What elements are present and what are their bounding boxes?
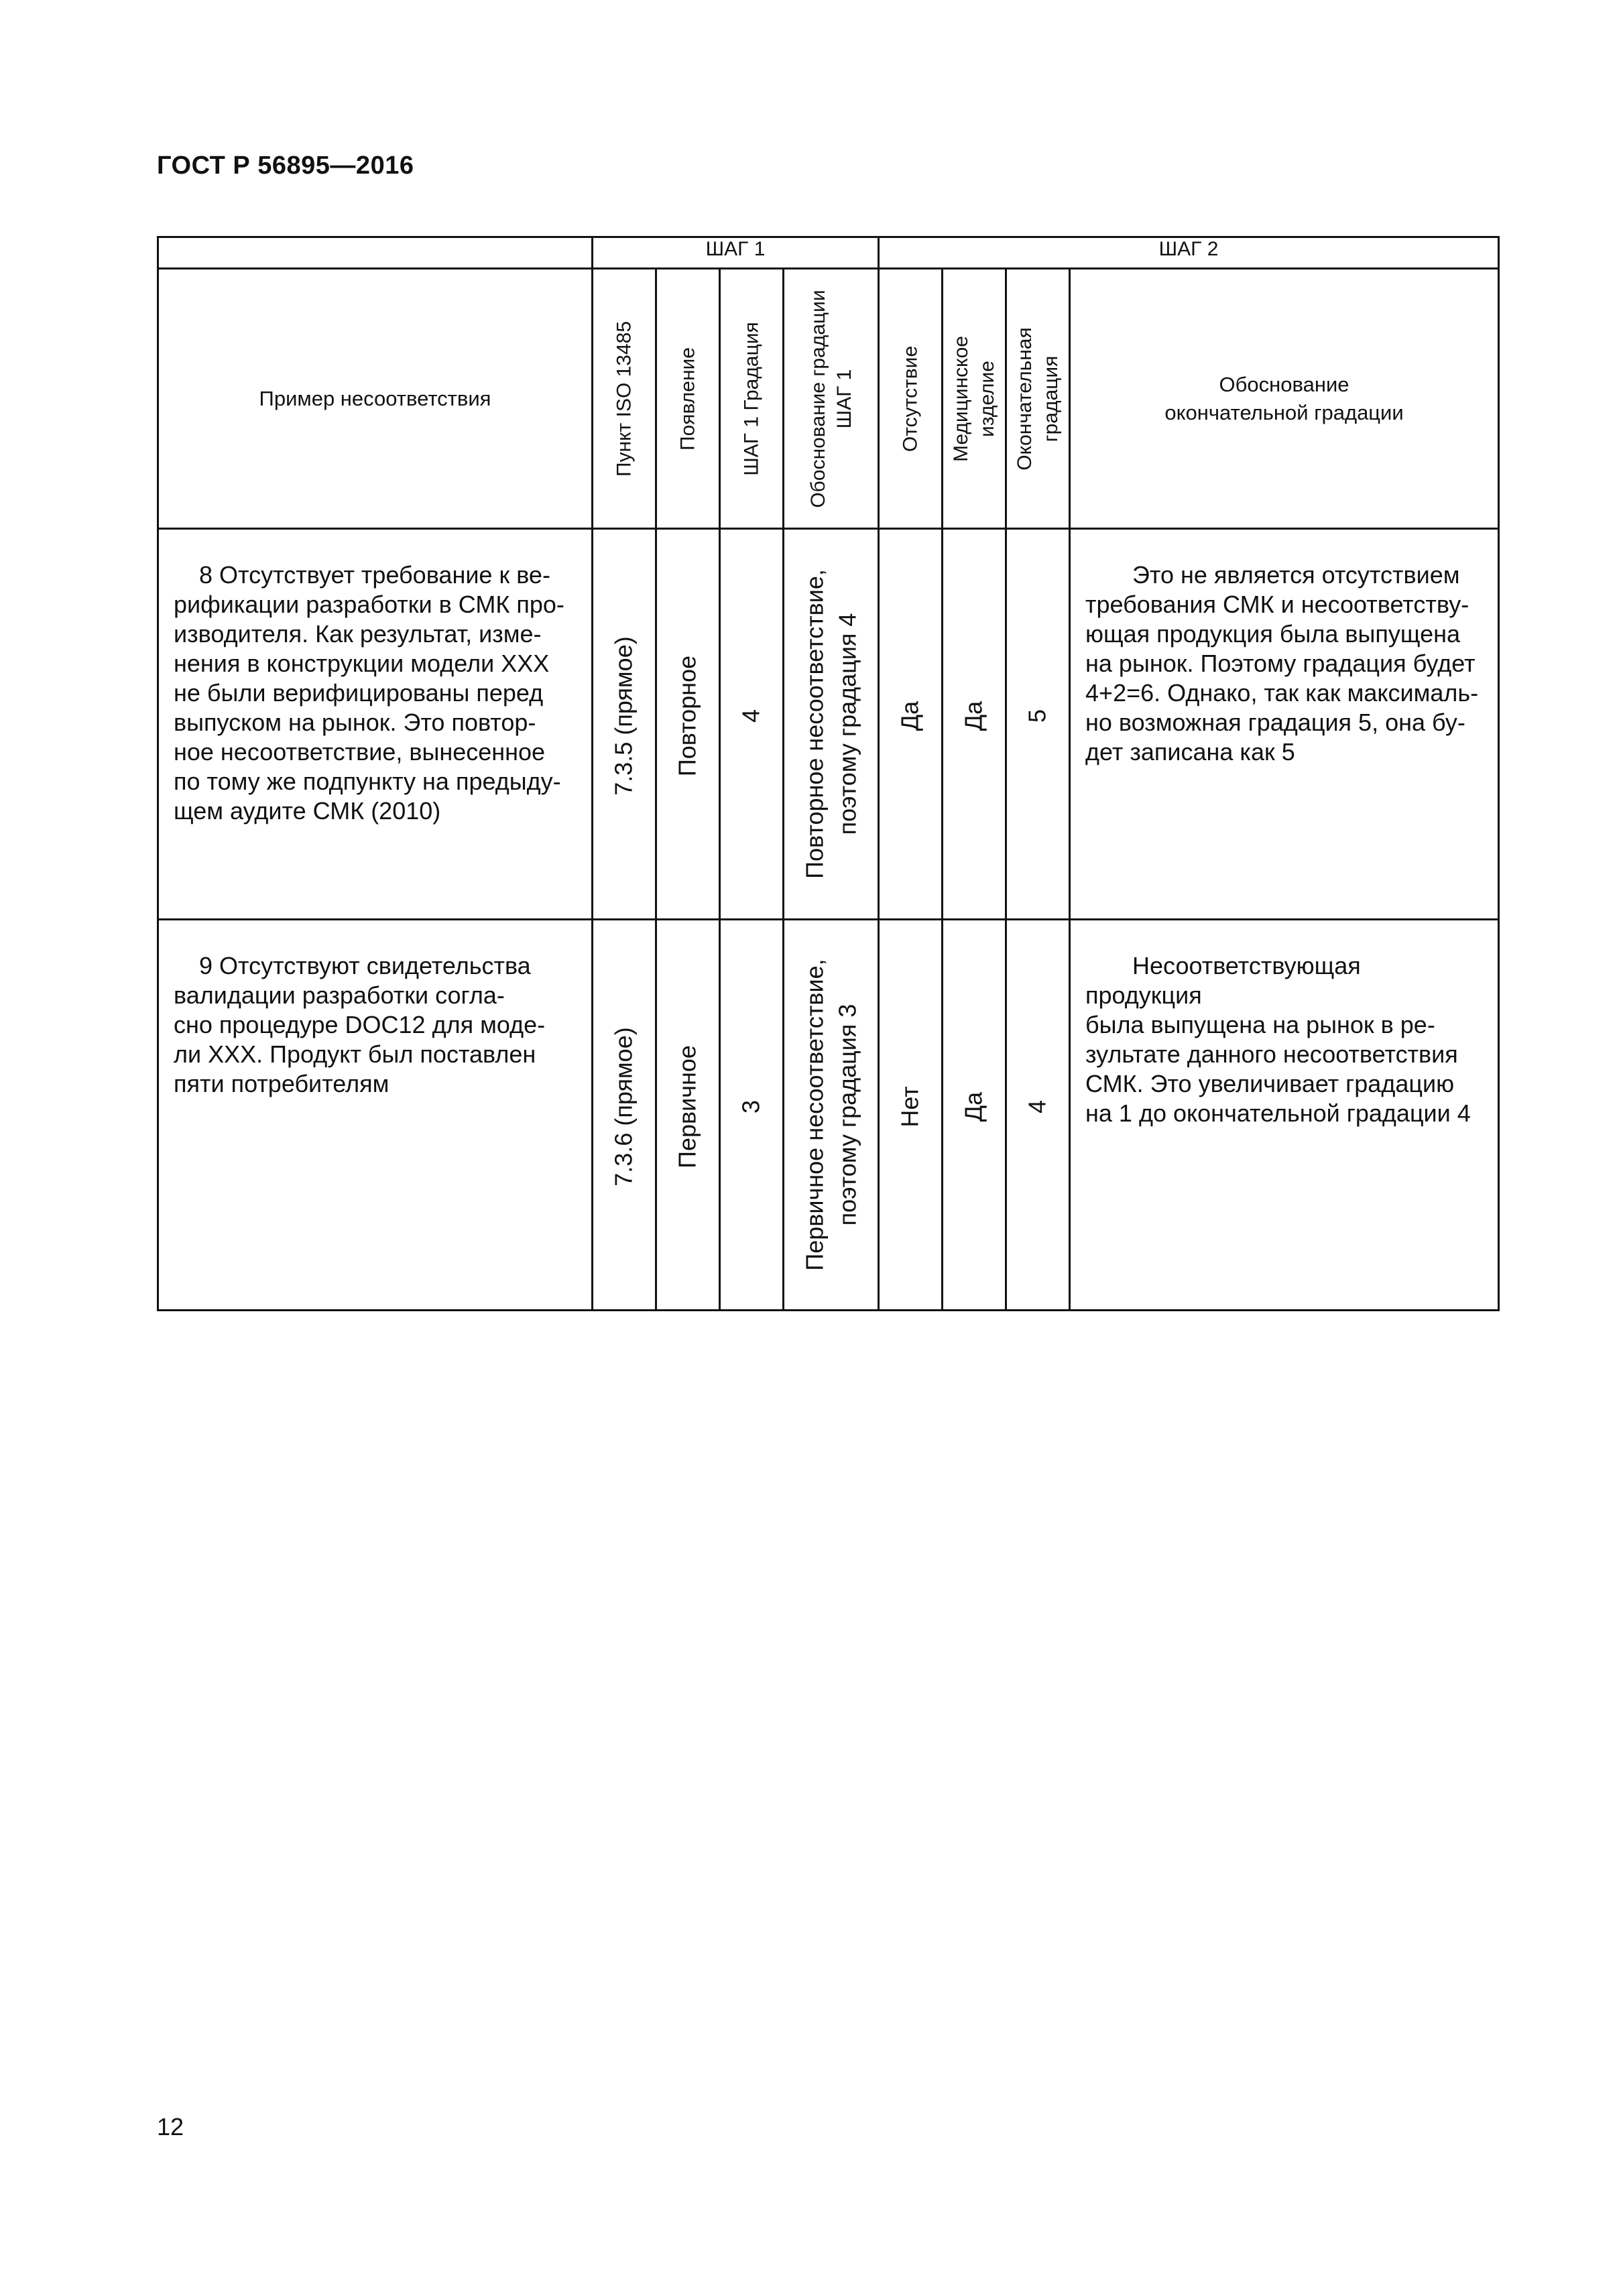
step-header-row <box>158 237 1499 269</box>
final-grade-cell: 5 <box>1006 529 1070 920</box>
table-row <box>158 529 1499 920</box>
header-final-justification: Обоснование окончательной градации <box>1070 269 1499 529</box>
header-absence: Отсутствие <box>879 269 943 529</box>
table-row <box>158 920 1499 1311</box>
step2-header: ШАГ 2 <box>879 237 1499 269</box>
example-cell: 9 Отсутствуют свидетельства валидации разработки согла- сно процедуре DOC12 для моде- ли XXX. Продукт был поставлен пяти потребителям <box>158 920 593 1311</box>
document-title: ГОСТ Р 56895—2016 <box>157 152 414 180</box>
header-iso-clause: Пункт ISO 13485 <box>593 269 656 529</box>
step1-justification-cell: Повторное несоответствие, поэтому градация 4 <box>784 529 879 920</box>
absence-cell: Да <box>879 529 943 920</box>
device-cell: Да <box>943 920 1006 1311</box>
step-header-blank <box>158 237 593 269</box>
iso-clause-cell: 7.3.6 (прямое) <box>593 920 656 1311</box>
final-justification-cell: Несоответствующая продукция была выпущена на рынок в ре- зультате данного несоответствия СМК. Это увеличивает градацию на 1 до окончательной градации 4 <box>1070 920 1499 1311</box>
step1-header: ШАГ 1 <box>593 237 879 269</box>
occurrence-cell: Первичное <box>656 920 720 1311</box>
header-final-grade: Окончательная градация <box>1006 269 1070 529</box>
column-header-row <box>158 269 1499 529</box>
iso-clause-cell: 7.3.5 (прямое) <box>593 529 656 920</box>
step1-grade-cell: 4 <box>720 529 784 920</box>
header-step1-grade: ШАГ 1 Градация <box>720 269 784 529</box>
absence-cell: Нет <box>879 920 943 1311</box>
header-step1-justification: Обоснование градации ШАГ 1 <box>784 269 879 529</box>
step1-justification-cell: Первичное несоответствие, поэтому градация 3 <box>784 920 879 1311</box>
occurrence-cell: Повторное <box>656 529 720 920</box>
page-number: 12 <box>157 2113 184 2140</box>
final-justification-cell: Это не является отсутствием требования СМК и несоответству- ющая продукция была выпущена на рынок. Поэтому градация будет 4+2=6. Однако, так как максималь- но возможная градация 5, она бу- дет записана как 5 <box>1070 529 1499 920</box>
step1-grade-cell: 3 <box>720 920 784 1311</box>
header-occurrence: Появление <box>656 269 720 529</box>
device-cell: Да <box>943 529 1006 920</box>
nonconformity-grading-table <box>157 236 1500 1311</box>
final-grade-cell: 4 <box>1006 920 1070 1311</box>
header-example: Пример несоответствия <box>158 269 593 529</box>
header-medical-device: Медицинское изделие <box>943 269 1006 529</box>
example-cell: 8 Отсутствует требование к ве- рификации разработки в СМК про- изводителя. Как результат, изме- нения в конструкции модели XXX не были верифицированы перед выпуском на рынок. Это повтор- ное несоответствие, вынесенное по тому же подпункту на предыду- щем аудите СМК (2010) <box>158 529 593 920</box>
